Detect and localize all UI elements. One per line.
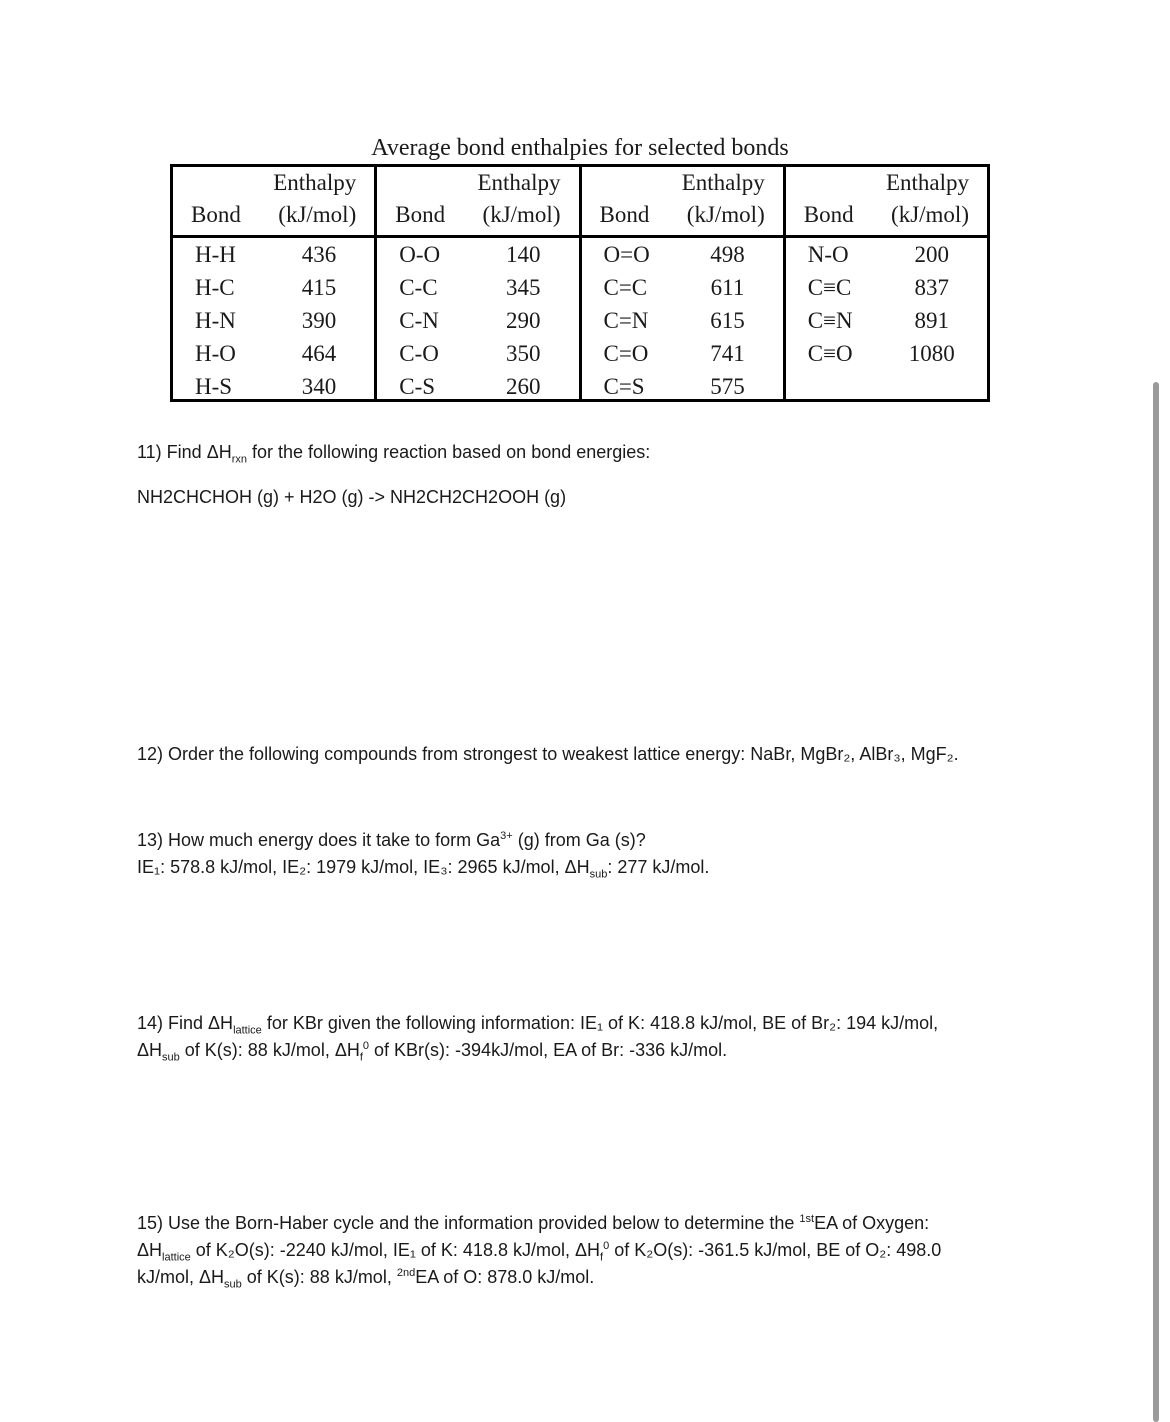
text-segment: ΔH (137, 1240, 163, 1260)
table-header (786, 167, 987, 238)
bond-cell: H-S (195, 374, 233, 399)
subscript: f (600, 1251, 604, 1264)
table-header (173, 167, 374, 238)
text-segment: : 277 kJ/mol. (607, 857, 710, 877)
table-row (582, 304, 783, 337)
enthalpy-cell: 575 (710, 374, 745, 399)
superscript: 0 (603, 1240, 610, 1252)
question-11-prompt (137, 439, 1037, 466)
text-segment: 13) How much energy does it take to form Ga (137, 830, 501, 850)
table-row (173, 271, 374, 304)
bond-cell: C=N (603, 308, 649, 333)
enthalpy-cell: 436 (301, 242, 337, 267)
question-15-line-1 (137, 1210, 1037, 1237)
subscript: sub (224, 1278, 242, 1291)
question-12 (137, 741, 1037, 768)
enthalpy-cell: 260 (506, 374, 541, 399)
header-unit: (kJ/mol) (891, 202, 969, 227)
header-enthalpy: Enthalpy (273, 170, 357, 195)
enthalpy-cell: 140 (506, 242, 541, 267)
table-row (582, 337, 783, 370)
table-row (786, 337, 987, 370)
table-header (582, 167, 783, 238)
table-column-group (786, 167, 987, 399)
subscript: f (359, 1051, 363, 1064)
table-header (377, 167, 578, 238)
text-segment: ΔH (137, 1040, 163, 1060)
bond-cell: C≡O (807, 341, 853, 366)
enthalpy-cell: 345 (506, 275, 541, 300)
subscript: lattice (233, 1024, 262, 1037)
table-row (786, 238, 987, 271)
table-row (173, 370, 374, 403)
table-row (582, 370, 783, 403)
question-14-line-2 (137, 1037, 1037, 1064)
bond-cell: C≡C (807, 275, 852, 300)
question-15-line-2 (137, 1237, 1037, 1264)
question-11 (137, 439, 1037, 466)
enthalpy-cell: 1080 (908, 341, 955, 366)
subscript: rxn (231, 453, 248, 466)
table-row (377, 304, 578, 337)
bond-cell: H-H (195, 242, 236, 267)
text-segment: of K(s): 88 kJ/mol, ΔH (179, 1040, 360, 1060)
table-row (173, 337, 374, 370)
enthalpy-cell: 350 (506, 341, 541, 366)
enthalpy-cell: 611 (710, 275, 745, 300)
enthalpy-cell: 615 (710, 308, 745, 333)
bond-cell: H-C (195, 275, 235, 300)
text-segment: EA of Oxygen: (814, 1213, 930, 1233)
header-enthalpy: Enthalpy (681, 170, 765, 195)
reaction-equation: NH2CHCHOH (g) + H2O (g) -> NH2CH2CH2OOH (g) (137, 487, 567, 507)
enthalpy-cell: 200 (914, 242, 949, 267)
bond-cell: O-O (399, 242, 441, 267)
header-unit: (kJ/mol) (686, 202, 765, 227)
enthalpy-cell: 290 (506, 308, 541, 333)
text-segment: 15) Use the Born-Haber cycle and the information provided below to determine the (137, 1213, 800, 1233)
text-segment: EA of O: 878.0 kJ/mol. (415, 1267, 595, 1287)
header-enthalpy: Enthalpy (477, 170, 561, 195)
table-row (786, 271, 987, 304)
bond-cell: H-N (195, 308, 236, 333)
superscript: 2nd (396, 1267, 416, 1279)
bond-cell: C≡N (807, 308, 853, 333)
table-row (173, 304, 374, 337)
header-bond: Bond (803, 202, 854, 227)
table-column-group (377, 167, 581, 399)
text-segment: for KBr given the following information: IE₁ of K: 418.8 kJ/mol, BE of Br₂: 194 kJ/mol, (261, 1013, 939, 1033)
text-segment: of K₂O(s): -361.5 kJ/mol, BE of O₂: 498.0 (609, 1240, 942, 1260)
bond-cell: C-O (399, 341, 439, 366)
question-14 (137, 1010, 1037, 1064)
bond-cell: C-N (399, 308, 439, 333)
superscript: 1st (799, 1213, 815, 1225)
question-11-reaction (137, 484, 1037, 511)
enthalpy-cell: 891 (914, 308, 949, 333)
text-segment: for the following reaction based on bond energies: (247, 442, 651, 462)
header-enthalpy: Enthalpy (885, 170, 969, 195)
header-bond: Bond (395, 202, 446, 227)
enthalpy-cell: 340 (301, 374, 337, 399)
header-bond: Bond (599, 202, 650, 227)
question-13-line-2 (137, 854, 1037, 881)
table-row (377, 370, 578, 403)
enthalpy-cell: 415 (301, 275, 337, 300)
table-row (173, 238, 374, 271)
text-segment: of K(s): 88 kJ/mol, (241, 1267, 397, 1287)
text-segment: (g) from Ga (s)? (512, 830, 646, 850)
bond-cell: N-O (807, 242, 849, 267)
header-unit: (kJ/mol) (278, 202, 357, 227)
bond-cell: C-C (399, 275, 438, 300)
bond-cell: C=O (603, 341, 649, 366)
question-15-line-3 (137, 1264, 1037, 1291)
text-segment: IE₁: 578.8 kJ/mol, IE₂: 1979 kJ/mol, IE₃: 2965 kJ/mol, ΔH (137, 857, 590, 877)
bond-cell: H-O (195, 341, 236, 366)
question-13 (137, 827, 1037, 881)
bond-cell: C-S (399, 374, 436, 399)
enthalpy-cell: 741 (710, 341, 745, 366)
enthalpy-cell: 498 (710, 242, 745, 267)
vertical-scrollbar[interactable] (1153, 382, 1159, 1422)
bond-enthalpy-table (170, 164, 990, 402)
table-row (786, 304, 987, 337)
table-row (377, 337, 578, 370)
bond-cell: C=S (603, 374, 645, 399)
header-bond: Bond (191, 202, 241, 227)
enthalpy-cell: 390 (301, 308, 337, 333)
text-segment: of K₂O(s): -2240 kJ/mol, IE₁ of K: 418.8 kJ/mol, ΔH (190, 1240, 600, 1260)
subscript: lattice (162, 1251, 191, 1264)
table-row (582, 238, 783, 271)
text-segment: of KBr(s): -394kJ/mol, EA of Br: -336 kJ/mol. (369, 1040, 728, 1060)
table-row (582, 271, 783, 304)
subscript: sub (589, 868, 608, 881)
table-column-group (173, 167, 377, 399)
text-segment: 11) Find ΔH (137, 442, 232, 462)
superscript: 0 (362, 1040, 370, 1052)
question-14-line-1 (137, 1010, 1037, 1037)
subscript: sub (162, 1051, 180, 1064)
enthalpy-cell: 837 (914, 275, 949, 300)
question-15 (137, 1210, 1037, 1291)
text-segment: kJ/mol, ΔH (137, 1267, 225, 1287)
bond-cell: O=O (603, 242, 650, 267)
superscript: 3+ (500, 830, 513, 842)
table-column-group (582, 167, 786, 399)
text-segment: 14) Find ΔH (137, 1013, 234, 1033)
table-row (377, 271, 578, 304)
table-title: Average bond enthalpies for selected bonds (371, 135, 789, 161)
bond-cell: C=C (603, 275, 648, 300)
question-13-line-1 (137, 827, 1037, 854)
table-row (377, 238, 578, 271)
question-12-prompt: 12) Order the following compounds from strongest to weakest lattice energy: NaBr, MgBr₂, AlBr₃, MgF₂. (137, 744, 959, 764)
enthalpy-cell: 464 (301, 341, 337, 366)
header-unit: (kJ/mol) (482, 202, 561, 227)
